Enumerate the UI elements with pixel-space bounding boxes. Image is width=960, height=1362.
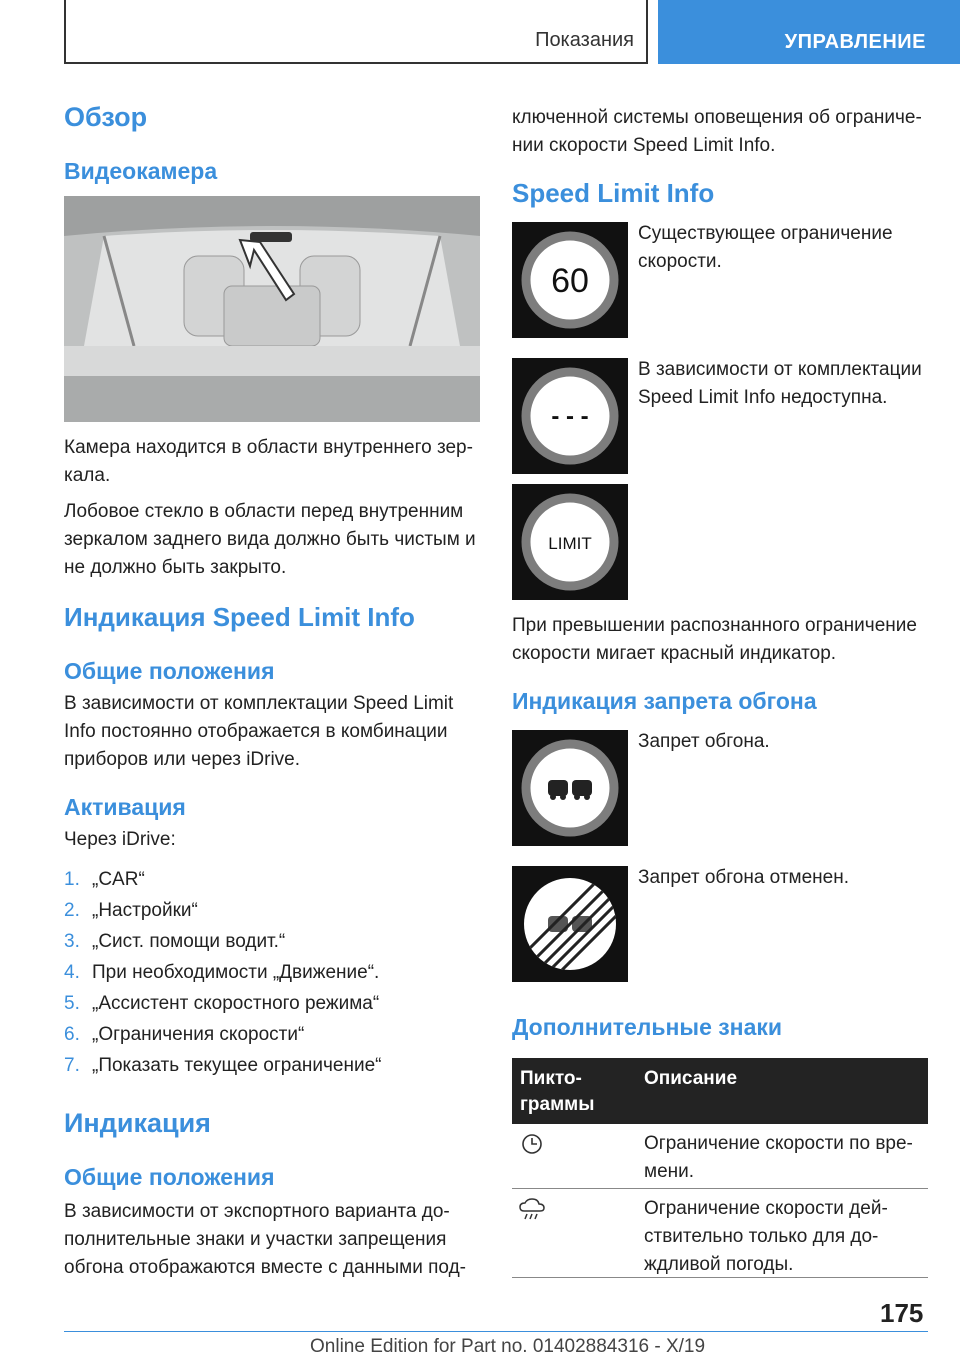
no-overtaking-sign [512, 730, 628, 846]
title-general: Общие положения [64, 658, 275, 684]
table-row [512, 1124, 928, 1188]
title-speed-limit-info: Индикация Speed Limit Info [64, 602, 415, 632]
svg-text:60: 60 [551, 262, 589, 300]
camera-description: Камера находится в области внутреннего зер- кала. Лобовое стекло в области перед внутренним зеркалом заднего вида должно быть чистым и не должно быть закрыто. [64, 437, 476, 578]
step-item: 4. При необходимости „Движение“. [64, 962, 380, 983]
overtake-description: Запрет обгона. [638, 731, 770, 752]
sign1-description: Существующее ограничение скорости. [638, 223, 893, 272]
table-row [512, 1189, 928, 1277]
exceed-paragraph: При превышении распознанного ограничение скорости мигает красный индикатор. [512, 615, 917, 664]
display-paragraph: В зависимости от экспортного варианта до- полнительные знаки и участки запрещения обгона отображаются вместе с данными под- [64, 1201, 466, 1278]
speed-limit-unavailable-sign [512, 358, 628, 474]
table-divider [512, 1277, 928, 1278]
title-camera: Видеокамера [64, 158, 218, 184]
signs-table-header [512, 1058, 928, 1124]
speed-limit-limit-sign [512, 484, 628, 600]
activation-intro: Через iDrive: [64, 829, 176, 850]
title-sli-right: Speed Limit Info [512, 178, 715, 208]
header-chapter-tab[interactable]: УПРАВЛЕНИЕ [658, 0, 960, 64]
footer-rule [64, 1331, 928, 1332]
title-display: Индикация [64, 1108, 211, 1138]
step-item: 2. „Настройки“ [64, 900, 198, 921]
step-item: 3. „Сист. помощи водит.“ [64, 931, 286, 952]
sign2-description: В зависимости от комплектации Speed Limit Info недоступна. [638, 359, 922, 408]
table-row-description: Ограничение скорости по вре- мени. [644, 1133, 913, 1182]
speed-limit-60-sign [512, 222, 628, 338]
table-col-description: Описание [644, 1068, 738, 1089]
end-no-overtaking-sign [512, 866, 628, 982]
title-activation: Активация [64, 794, 186, 820]
header-section-label[interactable]: Показания [535, 29, 634, 51]
camera-illustration [64, 196, 480, 422]
title-extra-signs: Дополнительные знаки [512, 1014, 783, 1040]
general-paragraph: В зависимости от комплектации Speed Limit Info постоянно отображается в комбинации приборов или через iDrive. [64, 693, 454, 770]
step-item: 7. „Показать текущее ограничение“ [64, 1055, 382, 1076]
table-col-pictogram: Пикто- граммы [520, 1068, 595, 1115]
footer-edition[interactable]: Online Edition for Part no. 01402884316 - X/19 [310, 1336, 706, 1357]
clock-icon [520, 1132, 544, 1161]
continued-paragraph: ключенной системы оповещения об ограниче- нии скорости Speed Limit Info. [512, 107, 922, 156]
activation-steps [64, 866, 484, 1083]
step-item: 6. „Ограничения скорости“ [64, 1024, 305, 1045]
rain-cloud-icon [518, 1197, 546, 1226]
step-item: 1. „CAR“ [64, 869, 145, 890]
header-section-box [64, 0, 648, 64]
page-number: 175 [880, 1298, 924, 1328]
svg-text:- - -: - - - [551, 403, 589, 430]
table-row-description: Ограничение скорости дей- ствительно только для до- ждливой погоды. [644, 1198, 888, 1275]
title-overview: Обзор [64, 102, 148, 132]
svg-text:LIMIT: LIMIT [548, 534, 592, 553]
step-item: 5. „Ассистент скоростного режима“ [64, 993, 380, 1014]
title-overtake: Индикация запрета обгона [512, 688, 817, 714]
title-general-2: Общие положения [64, 1164, 275, 1190]
overtake-end-description: Запрет обгона отменен. [638, 867, 849, 888]
